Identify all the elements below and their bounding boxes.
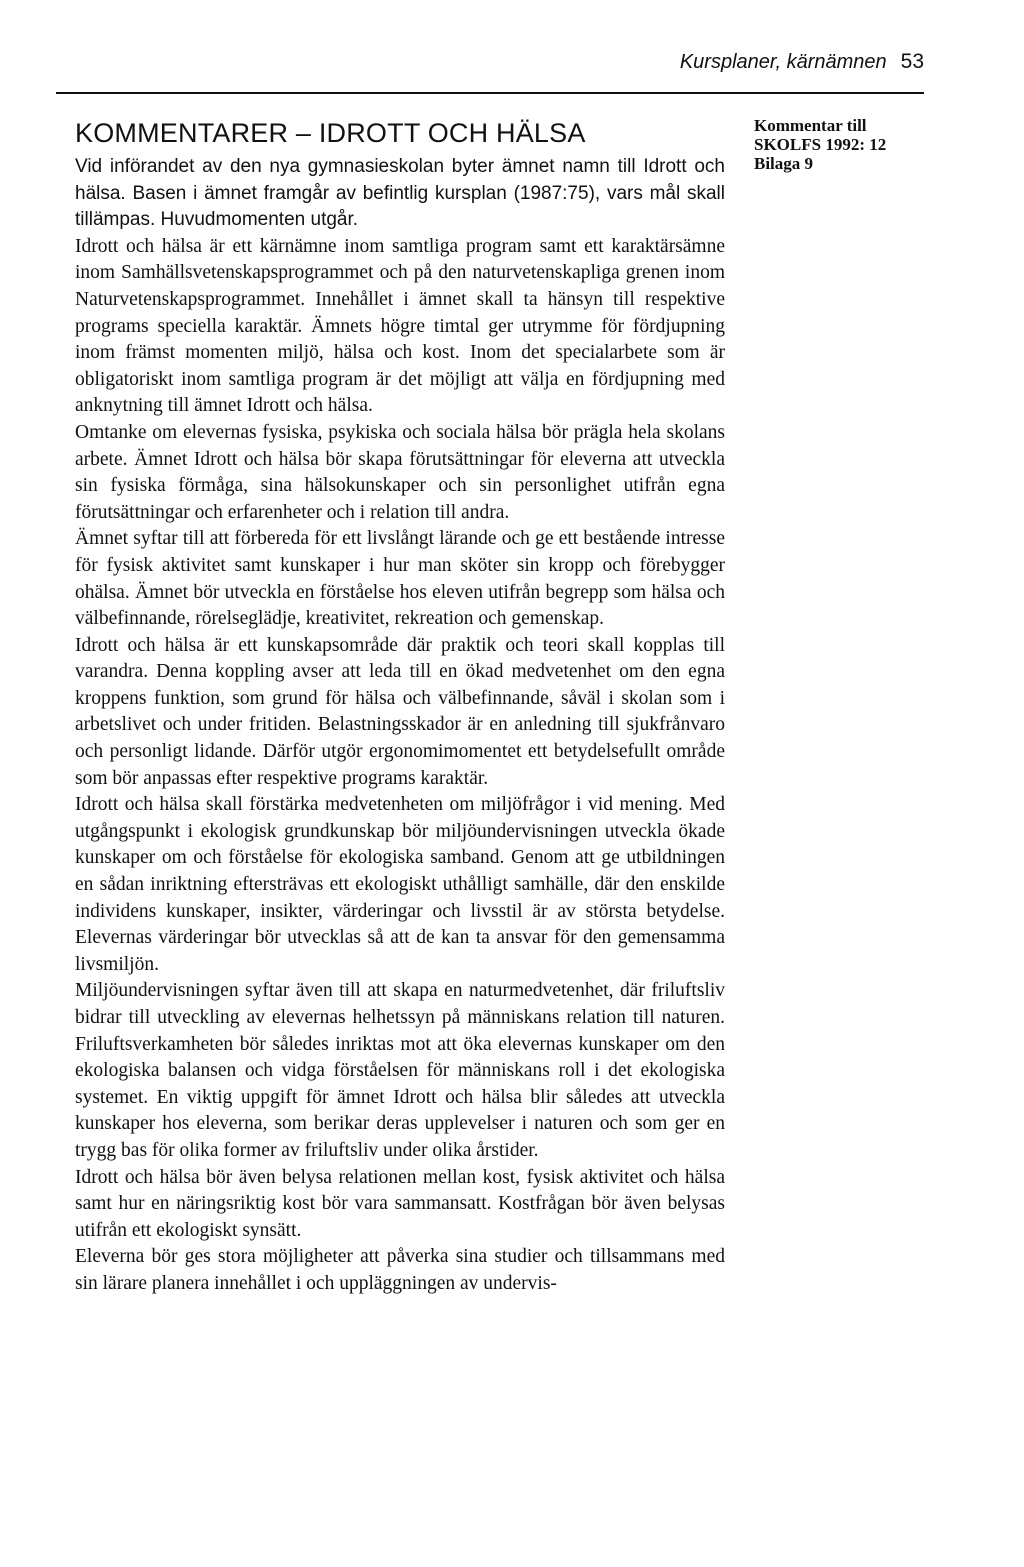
paragraph-4: Ämnet syftar till att förbereda för ett livslångt lärande och ge ett bestående intresse för fysisk aktivitet samt kunskaper i hur man sköter sin kropp och förebygger ohälsa. Ämnet bör utveckla en förståelse hos eleven utifrån begrepp som hälsa och välbefinnande, rörelseglädje, kreativitet, rekreation och gemenskap. [75, 528, 725, 630]
page-number: 53 [900, 50, 924, 73]
paragraph-6: Idrott och hälsa skall förstärka medvetenheten om miljöfrågor i vid mening. Med utgångspunkt i ekologisk grundkunskap bör miljöundervisningen utveckla ökade kunskaper om och förståelse för ekologiska samband. Genom att ge utbildningen en sådan inriktning eftersträvas ett ekologiskt uthålligt samhälle, där den enskilde individens kunskaper, insikter, värderingar och livsstil är av största betydelse. Elevernas värderingar bör utvecklas så att de kan ta ansvar för den gemensamma livsmiljön. [75, 794, 725, 975]
margin-note-line-1: Kommentar till [754, 116, 867, 135]
paragraph-8: Idrott och hälsa bör även belysa relationen mellan kost, fysisk aktivitet och hälsa samt hur en näringsriktig kost bör vara sammansatt. Kostfrågan bör även belysas utifrån ett ekologiskt synsätt. [75, 1166, 725, 1241]
running-title: Kursplaner, kärnämnen [679, 51, 887, 73]
running-header [680, 48, 924, 76]
margin-note-line-2: SKOLFS 1992: 12 [754, 135, 887, 154]
margin-note [754, 116, 954, 173]
paragraph-5: Idrott och hälsa är ett kunskapsområde där praktik och teori skall kopplas till varandra. Denna koppling avser att leda till en ökad medvetenhet om den egna kroppens funktion, som grund för hälsa och välbefinnande, såväl i skolan som i arbetslivet och under fritiden. Belastningsskador är en anledning till sjukfrånvaro och personligt lidande. Därför utgör ergonomimomentet ett betydelsefullt område som bör anpassas efter respektive programs karaktär. [75, 634, 725, 789]
header-rule [56, 92, 924, 94]
margin-note-line-3: Bilaga 9 [754, 154, 814, 173]
section-heading: KOMMENTARER – IDROTT OCH HÄLSA [75, 118, 586, 148]
paragraph-9: Eleverna bör ges stora möjligheter att påverka sina studier och tillsammans med sin lärare planera innehållet i och uppläggningen av undervis- [75, 1246, 725, 1294]
paragraph-3: Omtanke om elevernas fysiska, psykiska och sociala hälsa bör prägla hela skolans arbete. Ämnet Idrott och hälsa bör skapa förutsättningar för eleverna att utveckla sin fysiska förmåga, sina hälsokunskaper och sin personlighet utifrån egna förutsättningar och erfarenheter och i relation till andra. [75, 421, 725, 523]
main-column [75, 116, 725, 1298]
paragraph-7: Miljöundervisningen syftar även till att skapa en naturmedvetenhet, där friluftsliv bidrar till utveckling av elevernas helhetssyn på människans relation till naturen. Friluftsverkamheten bör således inriktas mot att öka elevernas kunskaper om den ekologiska balansen och vidga förståelsen för människans roll i det ekologiska systemet. En viktig uppgift för ämnet Idrott och hälsa blir således att utveckla kunskaper hos eleverna, som berikar deras upplevelser i naturen och som ger en trygg bas för olika former av friluftsliv under olika årstider. [75, 980, 725, 1161]
paragraph-2: Idrott och hälsa är ett kärnämne inom samtliga program samt ett karaktärsämne inom Samhällsvetenskapsprogrammet och på den naturvetenskapliga grenen inom Naturvetenskapsprogrammet. Innehållet i ämnet skall ta hänsyn till respektive programs speciella karaktär. Ämnets högre timtal ger utrymme för fördjupning inom främst momenten miljö, hälsa och kost. Inom det specialarbete som är obligatoriskt inom samtliga program är det möjligt att välja en fördjupning med anknytning till ämnet Idrott och hälsa. [75, 235, 725, 417]
paragraph-1: Vid införandet av den nya gymnasieskolan byter ämnet namn till Idrott och hälsa. Basen i ämnet framgår av befintlig kursplan (1987:75), vars mål skall tillämpas. Huvudmomenten utgår. [75, 156, 725, 231]
